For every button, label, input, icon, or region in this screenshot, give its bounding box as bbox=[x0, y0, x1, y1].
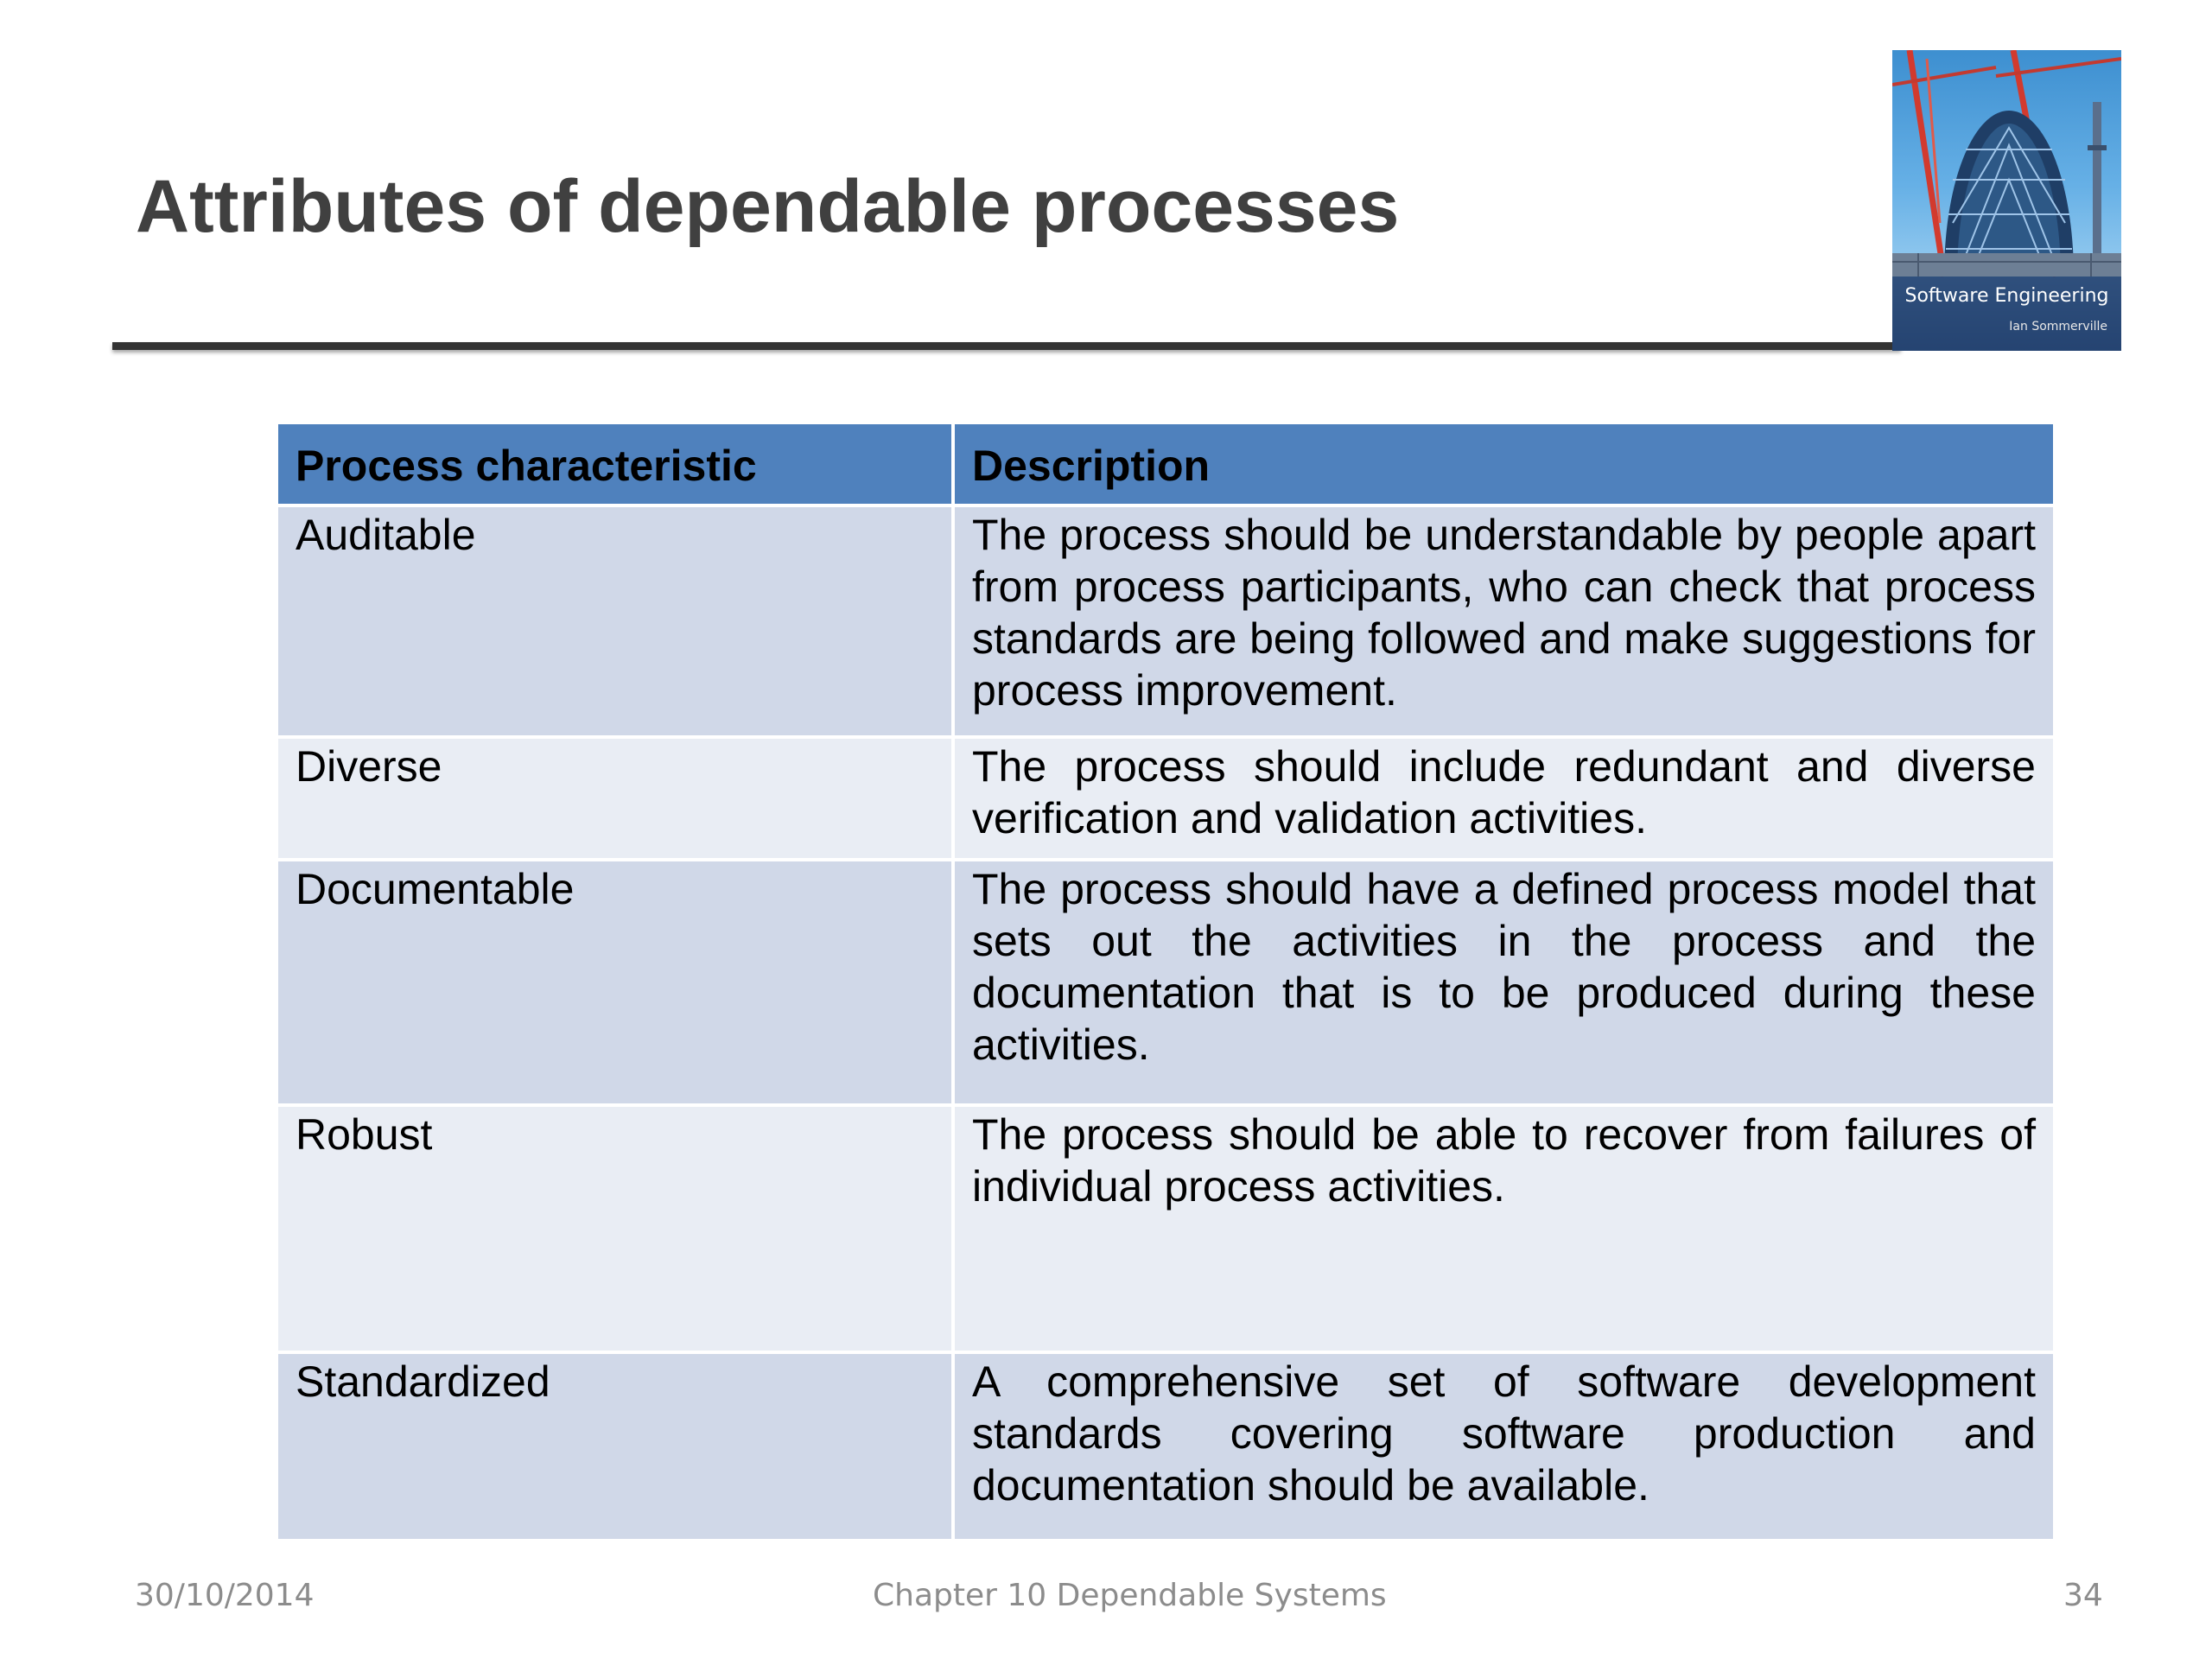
characteristic-cell: Auditable bbox=[276, 505, 953, 737]
table-row bbox=[276, 737, 2055, 860]
book-title: Software Engineering bbox=[1904, 285, 2109, 307]
description-cell: The process should include redundant and diverse verification and validation activities. bbox=[953, 737, 2055, 860]
footer-chapter: Chapter 10 Dependable Systems bbox=[873, 1578, 1387, 1613]
title-divider bbox=[112, 342, 1901, 350]
table-row bbox=[276, 1352, 2055, 1541]
book-cover-image bbox=[1892, 50, 2121, 351]
description-cell: The process should be understandable by people apart from process participants, who can check that process standards are being followed and make suggestions for process improvement. bbox=[953, 505, 2055, 737]
table-row bbox=[276, 860, 2055, 1105]
table-row bbox=[276, 505, 2055, 737]
slide-title: Attributes of dependable processes bbox=[136, 165, 1400, 248]
characteristic-cell: Robust bbox=[276, 1105, 953, 1352]
header-description: Description bbox=[953, 423, 2055, 505]
description-cell: The process should have a defined process model that sets out the activities in the process and the documentation that is to be produced during these activities. bbox=[953, 860, 2055, 1105]
description-cell: A comprehensive set of software development standards covering software production and documentation should be available. bbox=[953, 1352, 2055, 1541]
description-cell: The process should be able to recover from failures of individual process activities. bbox=[953, 1105, 2055, 1352]
table-header-row bbox=[276, 423, 2055, 505]
footer-date: 30/10/2014 bbox=[135, 1578, 315, 1613]
characteristic-cell: Diverse bbox=[276, 737, 953, 860]
characteristic-cell: Documentable bbox=[276, 860, 953, 1105]
book-author: Ian Sommerville bbox=[2009, 320, 2107, 334]
characteristic-cell: Standardized bbox=[276, 1352, 953, 1541]
footer-page-number: 34 bbox=[2063, 1578, 2103, 1613]
attributes-table-container bbox=[275, 421, 2056, 1542]
attributes-table bbox=[275, 421, 2056, 1542]
book-label-band bbox=[1892, 276, 2121, 351]
table-row bbox=[276, 1105, 2055, 1352]
header-process-characteristic: Process characteristic bbox=[276, 423, 953, 505]
